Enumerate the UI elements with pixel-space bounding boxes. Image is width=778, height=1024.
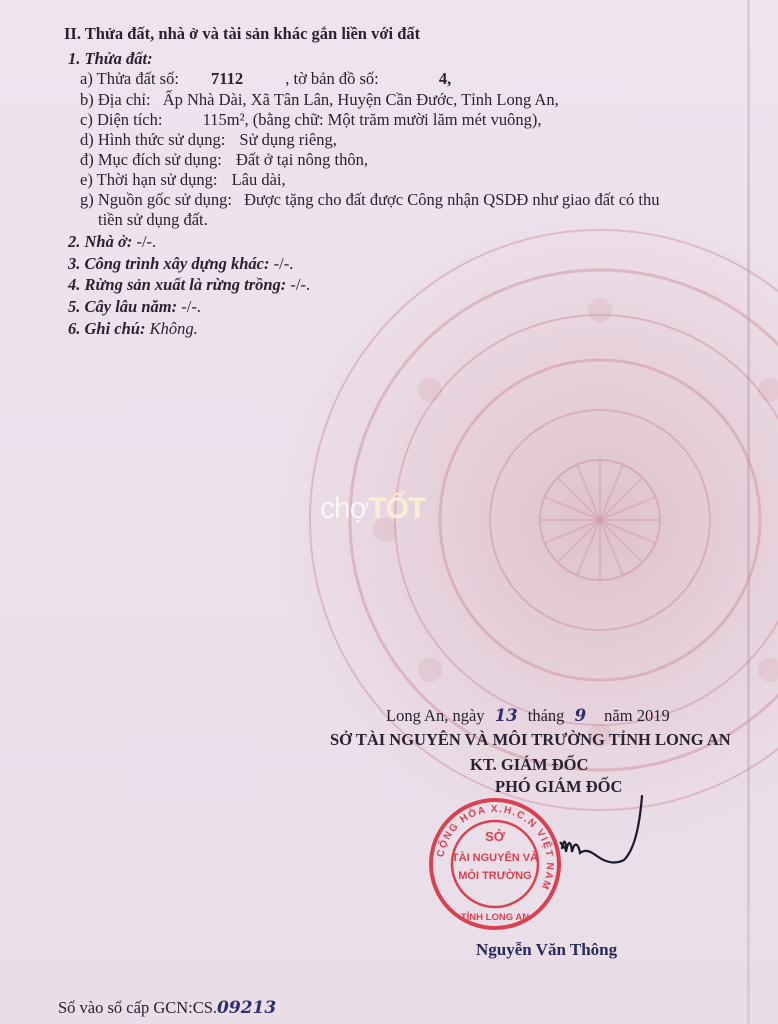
place-date: Long An, ngày 13 tháng 9 năm 2019 bbox=[386, 706, 670, 725]
usage-term-value: Lâu dài, bbox=[231, 170, 286, 189]
svg-text:MÔI TRƯỜNG: MÔI TRƯỜNG bbox=[458, 870, 532, 882]
map-number: 4, bbox=[438, 69, 452, 88]
origin-value: Được tặng cho đất được Công nhận QSDĐ như giao đất có thu bbox=[244, 190, 660, 209]
signer-name: Nguyễn Văn Thông bbox=[476, 940, 618, 959]
forest-row: 4. Rừng sản xuất là rừng trồng: -/-. bbox=[68, 275, 311, 294]
origin-row: g) Nguồn gốc sử dụng: Được tặng cho đất được Công nhận QSDĐ như giao đất có thu bbox=[80, 190, 660, 209]
usage-form-row: d) Hình thức sử dụng: Sử dụng riêng, bbox=[80, 130, 337, 149]
handwritten-signature-icon bbox=[540, 790, 650, 890]
usage-purpose-row: đ) Mục đích sử dụng: Đất ở tại nông thôn, bbox=[80, 150, 368, 169]
parcel-number-row: a) Thửa đất số: 7112 , tờ bản đồ số: 4, bbox=[80, 69, 452, 88]
address-row: b) Địa chỉ: Ấp Nhà Dài, Xã Tân Lân, Huyện Cần Đước, Tỉnh Long An, bbox=[80, 90, 559, 109]
register-number: 09213 bbox=[217, 998, 277, 1018]
signer-role-2: PHÓ GIÁM ĐỐC bbox=[495, 777, 623, 796]
address-value: Ấp Nhà Dài, Xã Tân Lân, Huyện Cần Đước, Tỉnh Long An, bbox=[162, 90, 559, 109]
svg-text:SỞ: SỞ bbox=[485, 829, 505, 844]
department-name: SỞ TÀI NGUYÊN VÀ MÔI TRƯỜNG TỈNH LONG AN bbox=[330, 730, 731, 749]
area-value: 115m², (bằng chữ: Một trăm mười lăm mét vuông), bbox=[202, 110, 542, 129]
perennial-trees-row: 5. Cây lâu năm: -/-. bbox=[68, 297, 201, 316]
parcel-heading: 1. Thửa đất: bbox=[68, 49, 153, 68]
section-title: II. Thửa đất, nhà ở và tài sản khác gắn liền với đất bbox=[64, 24, 421, 43]
area-row: c) Diện tích: 115m², (bằng chữ: Một trăm mười lăm mét vuông), bbox=[80, 110, 542, 129]
chotot-watermark: chợTỐT bbox=[320, 492, 426, 525]
svg-text:CỘNG HÒA X.H.C.N VIỆT NAM: CỘNG HÒA X.H.C.N VIỆT NAM bbox=[435, 803, 556, 892]
usage-purpose-value: Đất ở tại nông thôn, bbox=[235, 150, 368, 169]
note-row: 6. Ghi chú: Không. bbox=[68, 319, 198, 338]
svg-text:TỈNH LONG AN: TỈNH LONG AN bbox=[460, 912, 530, 923]
date-day: 13 bbox=[494, 706, 518, 725]
parcel-number: 7112 bbox=[211, 69, 244, 88]
date-month: 9 bbox=[574, 706, 587, 725]
svg-text:TÀI NGUYÊN VÀ: TÀI NGUYÊN VÀ bbox=[451, 852, 539, 864]
other-works-row: 3. Công trình xây dựng khác: -/-. bbox=[68, 254, 294, 273]
origin-continued: tiền sử dụng đất. bbox=[98, 210, 208, 229]
usage-term-row: e) Thời hạn sử dụng: Lâu dài, bbox=[80, 170, 286, 189]
signer-role-1: KT. GIÁM ĐỐC bbox=[470, 755, 589, 774]
house-row: 2. Nhà ở: -/-. bbox=[68, 232, 157, 251]
usage-form-value: Sử dụng riêng, bbox=[239, 130, 337, 149]
register-number-row: Số vào sổ cấp GCN:CS.09213 bbox=[58, 998, 277, 1018]
